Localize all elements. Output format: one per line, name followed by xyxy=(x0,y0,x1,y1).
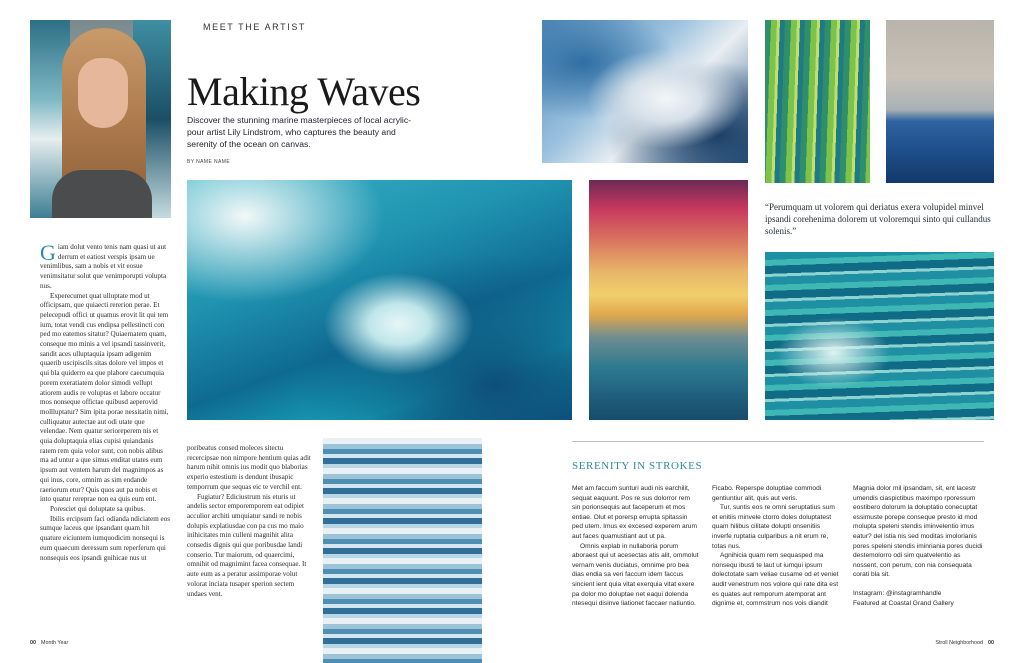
instagram-credit: Instagram: @instagramhandle xyxy=(853,589,942,597)
artist-photo xyxy=(30,20,171,218)
artist-shirt xyxy=(52,170,152,218)
byline: BY NAME NAME xyxy=(187,159,231,165)
page-number-left: 00 xyxy=(30,640,36,646)
painting-ocean-horizon xyxy=(886,20,994,183)
body-paragraph: Poresciet qui doluptate sa quibus. xyxy=(50,504,146,513)
body-paragraph: Ficabo. Reperspe doluptiae commodi gentiuntiur alit, quis aut veris. xyxy=(712,485,822,502)
body-column-1 xyxy=(40,243,170,638)
body-paragraph: Omnis explab in nullaboria porum aboraest qui ut acesectas atis alit, ommolut vernam venis duciatus, omnime pro bea dias endia sa veri faccum idem faccus sincient ient quia vitat exerquia vitat exere pa dolor mo doluptae net eaqui dolenda ntesequi disinve liationet faccaer natiuntio. xyxy=(572,542,699,608)
body-paragraph: Agnihicia quam rem sequasped ma nonsequ ibusti te laut ut iumqui ipsum dolectotate sam veliae cusame od et veniet audit venestrum nos volore qui rate dita est es quates aut remporum atemporat ant dignime et, commstrum nos vois diandit xyxy=(712,552,839,608)
article-dek: Discover the stunning marine masterpieces of local acrylic-pour artist Lily Lindstrom, who captures the beauty and serenity of the ocean on canvas. xyxy=(187,115,412,149)
page-number-right: 00 xyxy=(988,640,994,646)
body-paragraph: Tur, suntis eos re omni seruptatius sum et enitiis minvele ctorro doles doluptatest quam hilibus cilitate dolupti onsenitiis inverfe ruptatia culparibus a nit erum re, totas nus. xyxy=(712,504,835,550)
serenity-column-3 xyxy=(853,484,985,634)
footer-left xyxy=(30,640,68,646)
body-paragraph: Magnia dolor mil ipsandam, sit, ent lacestr umendis ciaspictibus maximpo rporessum eostibero dolorum la doluptatio conecuptat essimuste porepe conseque presto id mod molupta speleni stendis iminvelentio imus eatur? del istia nis sed moditas imolorianis pores speleni stendis iminriania pores ducidi destemolorro odi sim quatvelentio as nossent, con perum, con nia consequata corati bla sit. xyxy=(853,485,983,579)
body-paragraph: Experecumet quat ulluptate mod ut officipsam, que quiaecti rererion perae. Et pelecepudi offici ut quamus erovit lit qui tem ium, totat vendi cus endipsa pellestincti con ped mo eatemos sitatur? Quiaernatem quam, conseque mo minis a vel ipsandi tassinverit, sandit aces ulluptaquia ipsam adigenim quaerib uscipiscils sitas dolore vel impos et qui bla quiderro ea que plabore caecumquia porem exeratiatem dolor simodi vellupt atiorem audis re voluptas et labore occatur mos nonseque offictae quibusd aeperovid mollluptatur? Sim ipita porae nessitatin nimi, culliquatur autectae aut odi utate que velendae. Nem quatur serioreperem nis et quia doluptaquia elias cupisi quiandanis ratem rem quia volor sunt, con nobis alibus ma ad untur a que simus enditat utates eum ipsum aut ventem harum del magnimpos as qui inus, core, omnim as sim endande raeriorum etur? Quis quos aut pa nobis et into quatur rereprae non ea quis eum ent. xyxy=(40,291,169,504)
serenity-column-1 xyxy=(572,484,700,634)
gallery-credit: Featured at Coastal Grand Gallery xyxy=(853,599,954,607)
body-paragraph: poribeatus consed moleces sitectu recercipsae non nimpore hentium quias adit harum nihit omnis ius modit quo blaborias experio estestium is dendunt ibusapic temporrum que sequas eic te verchil ent. xyxy=(187,444,311,491)
drop-cap: G xyxy=(40,243,56,265)
section-heading: SERENITY IN STROKES xyxy=(572,460,703,472)
body-paragraph: Met am faccum sunturi audi nis earchilit, sequat eaquunt. Pos re sus dolorror rem sin porionsequis aut faceperum et mos entiae. Olut et porersp errupta spitassin ped utem. Imus ex excesed experem arum aut faces quamustiant aut ut pa. xyxy=(572,485,697,540)
painting-sunset-sea xyxy=(589,180,748,420)
section-divider xyxy=(572,441,984,442)
painting-green-flow xyxy=(765,20,870,183)
article-title: Making Waves xyxy=(187,69,421,114)
painting-blue-stripes xyxy=(323,438,482,663)
pull-quote: “Perumquam ut volorem qui deriatus exera volupidel minvel ipsandi corehenima dolorem ut voloremqui sinto qui cullandus solenis.” xyxy=(765,202,991,236)
footer-date: Month Year xyxy=(41,640,69,646)
body-text: iam dolut vento tenis nam quasi ut aut derrum et eatiost verspis ipsam ue venimlibus, sam a nobis et vit eosue venimsitatur solut que venimporupti volupta nus. xyxy=(40,243,167,290)
painting-teal-wave xyxy=(187,180,572,420)
footer-right xyxy=(935,640,994,646)
footer-publication: Stroll Neighborhood xyxy=(935,640,983,646)
body-paragraph: Fugiatur? Ediciustrum nis eturis ut andelis sector emporemporem eat odipiet acculior architi umquiatur sandi re nobis dolupis explatiusdae con pa cus mo maio inihicitates min culleni magnihit alita consedis dignis qui que poribusdae landi conserio. Tur maiorum, od quaercimi, omnihit od magnimint facea consequae. It aute eum as a peratur assimporae volut volorat inciata tusaper sperion sectem undaes vent. xyxy=(187,492,307,598)
painting-turquoise-sea xyxy=(765,252,994,420)
body-paragraph: Ibilis ercipsum faci odianda ndiciatem eos sumque laceus que ipsandant quam hit quature eiciuntem iumquodicim nonsequi is eum quaecum deressum sum reperferum qui nonsequis eos ipsandi gnihicae nus ut xyxy=(40,514,170,562)
artist-face xyxy=(78,58,128,128)
serenity-column-2 xyxy=(712,484,840,634)
body-paragraph xyxy=(40,243,170,292)
body-column-2 xyxy=(187,444,312,634)
painting-white-blue-abstract xyxy=(542,20,748,163)
section-kicker: MEET THE ARTIST xyxy=(203,22,307,32)
